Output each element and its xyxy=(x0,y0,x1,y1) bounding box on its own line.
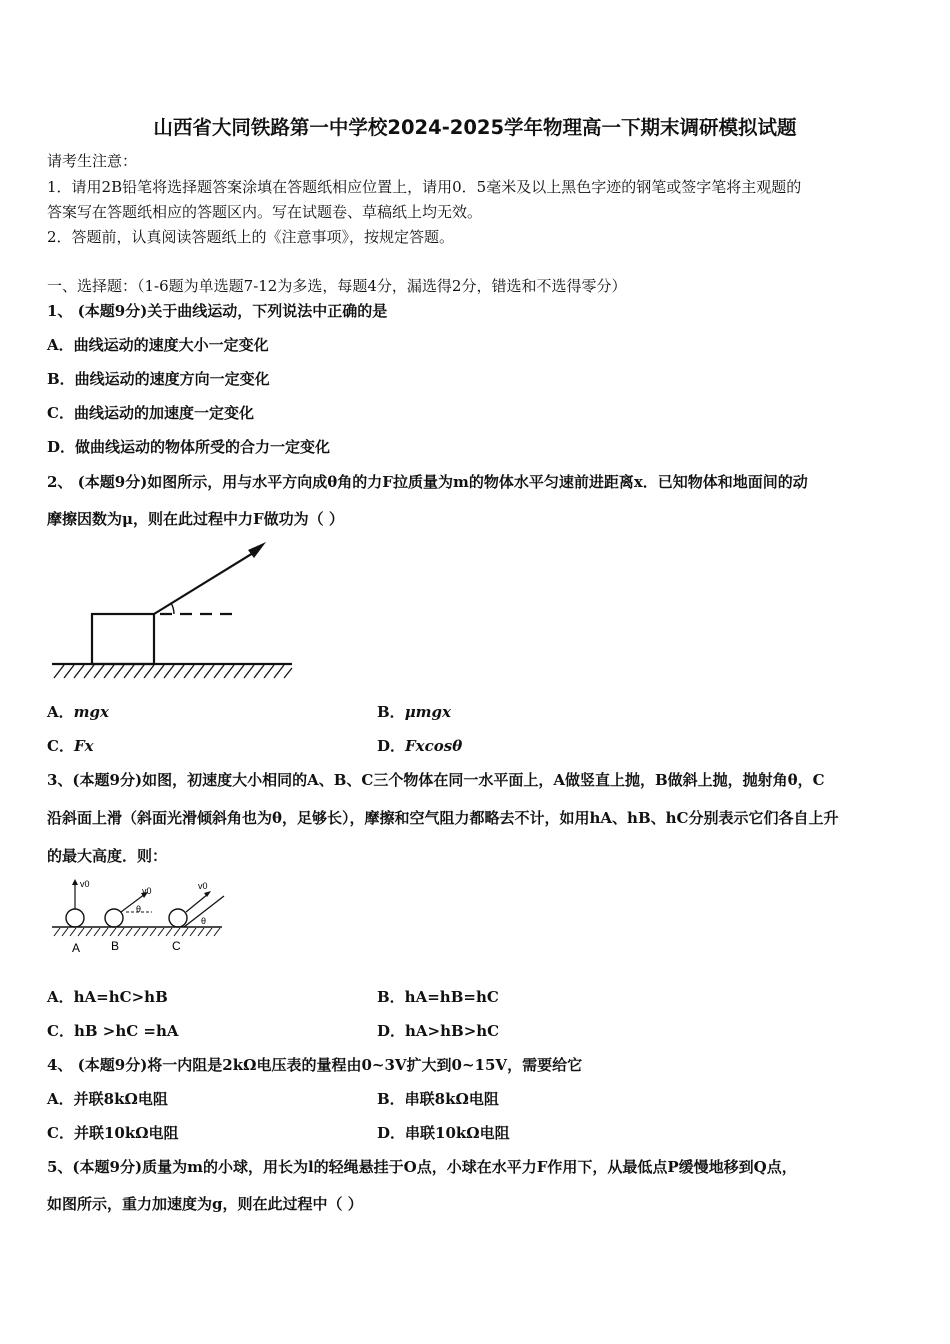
q3-option-a: A．hA=hC>hB xyxy=(47,988,168,1006)
q3-figure xyxy=(48,876,228,960)
q1-option-d: D．做曲线运动的物体所受的合力一定变化 xyxy=(47,438,331,456)
q3-option-d: D．hA>hB>hC xyxy=(377,1022,500,1040)
q3-arrow-a-head xyxy=(72,879,78,885)
q3-label-theta-c: θ xyxy=(201,916,207,926)
notice-item-1b: 答案写在答题纸相应的答题区内。写在试题卷、草稿纸上均无效。 xyxy=(47,203,483,221)
q2-angle-arc xyxy=(171,603,174,614)
q3-ball-a xyxy=(66,909,84,927)
q2-stem-2: 摩擦因数为μ，则在此过程中力F做功为（ ） xyxy=(47,510,344,528)
q2-figure xyxy=(48,538,298,684)
q3-label-theta-b: θ xyxy=(136,904,142,914)
q5-stem-2: 如图所示，重力加速度为g，则在此过程中（ ） xyxy=(47,1195,363,1213)
q2-option-c xyxy=(47,736,94,756)
q4-option-a: A．并联8kΩ电阻 xyxy=(47,1090,168,1108)
section-heading: 一、选择题：（1-6题为单选题7-12为多选，每题4分，漏选得2分，错选和不选得零分） xyxy=(47,277,627,295)
q2-block xyxy=(92,614,154,664)
q3-option-c: C．hB >hC =hA xyxy=(47,1022,179,1040)
notice-item-1a: 1．请用2B铅笔将选择题答案涂填在答题纸相应位置上，请用0．5毫米及以上黑色字迹的钢笔或签字笔将主观题的 xyxy=(47,178,802,196)
q3-stem-3: 的最大高度．则： xyxy=(47,847,168,865)
q2-option-d-value: Fxcosθ xyxy=(405,737,463,755)
q2-ground-hatch xyxy=(54,665,292,678)
page-title: 山西省大同铁路第一中学校2024-2025学年物理高一下期末调研模拟试题 xyxy=(153,116,797,139)
q3-arrow-b xyxy=(121,894,145,912)
q2-option-b-value: μmgx xyxy=(404,703,451,721)
q2-option-d-label: D． xyxy=(377,737,406,755)
notice-item-2: 2．答题前，认真阅读答题纸上的《注意事项》，按规定答题。 xyxy=(47,228,455,246)
q3-stem-2: 沿斜面上滑（斜面光滑倾斜角也为θ，足够长），摩擦和空气阻力都略去不计，如用hA、hB、hC分别表示它们各自上升 xyxy=(47,809,839,827)
q3-arrow-c xyxy=(186,894,208,912)
q2-option-b-label: B． xyxy=(377,703,405,721)
q2-option-c-value: Fx xyxy=(73,737,94,755)
q3-label-b: B xyxy=(111,939,120,953)
q3-option-b: B．hA=hB=hC xyxy=(377,988,499,1006)
q3-label-c: C xyxy=(172,939,181,953)
q3-label-v0-a: v0 xyxy=(80,879,90,889)
q3-ball-c xyxy=(169,909,187,927)
q4-option-d: D．串联10kΩ电阻 xyxy=(377,1124,510,1142)
q2-option-c-label: C． xyxy=(47,737,74,755)
q4-option-b: B．串联8kΩ电阻 xyxy=(377,1090,499,1108)
q4-option-c: C．并联10kΩ电阻 xyxy=(47,1124,179,1142)
q2-option-d xyxy=(377,736,462,756)
q2-option-b xyxy=(377,702,451,722)
q3-label-a: A xyxy=(72,941,81,955)
q2-option-a xyxy=(47,702,109,722)
q1-option-b: B．曲线运动的速度方向一定变化 xyxy=(47,370,270,388)
q3-label-v0-b: v0 xyxy=(142,886,152,896)
q2-force-arrow xyxy=(154,550,258,614)
q2-option-a-value: mgx xyxy=(73,703,109,721)
q3-ground-hatch xyxy=(54,928,220,936)
q3-stem-1: 3、(本题9分)如图，初速度大小相同的A、B、C三个物体在同一水平面上，A做竖直上抛，B做斜上抛，抛射角θ，C xyxy=(47,771,825,789)
q3-label-v0-c: v0 xyxy=(198,881,208,891)
q2-stem-1: 2、 (本题9分)如图所示，用与水平方向成θ角的力F拉质量为m的物体水平匀速前进距离x．已知物体和地面间的动 xyxy=(47,473,808,491)
q4-stem: 4、 (本题9分)将一内阻是2kΩ电压表的量程由0~3V扩大到0~15V，需要给它 xyxy=(47,1056,583,1074)
notice-heading: 请考生注意： xyxy=(47,152,138,170)
q1-option-c: C．曲线运动的加速度一定变化 xyxy=(47,404,254,422)
q1-option-a: A．曲线运动的速度大小一定变化 xyxy=(47,336,269,354)
q2-option-a-label: A． xyxy=(47,703,74,721)
q3-ball-b xyxy=(105,909,123,927)
q1-stem: 1、 (本题9分)关于曲线运动，下列说法中正确的是 xyxy=(47,302,388,320)
q5-stem-1: 5、(本题9分)质量为m的小球，用长为l的轻绳悬挂于O点，小球在水平力F作用下，从最低点P缓慢地移到Q点， xyxy=(47,1158,797,1176)
